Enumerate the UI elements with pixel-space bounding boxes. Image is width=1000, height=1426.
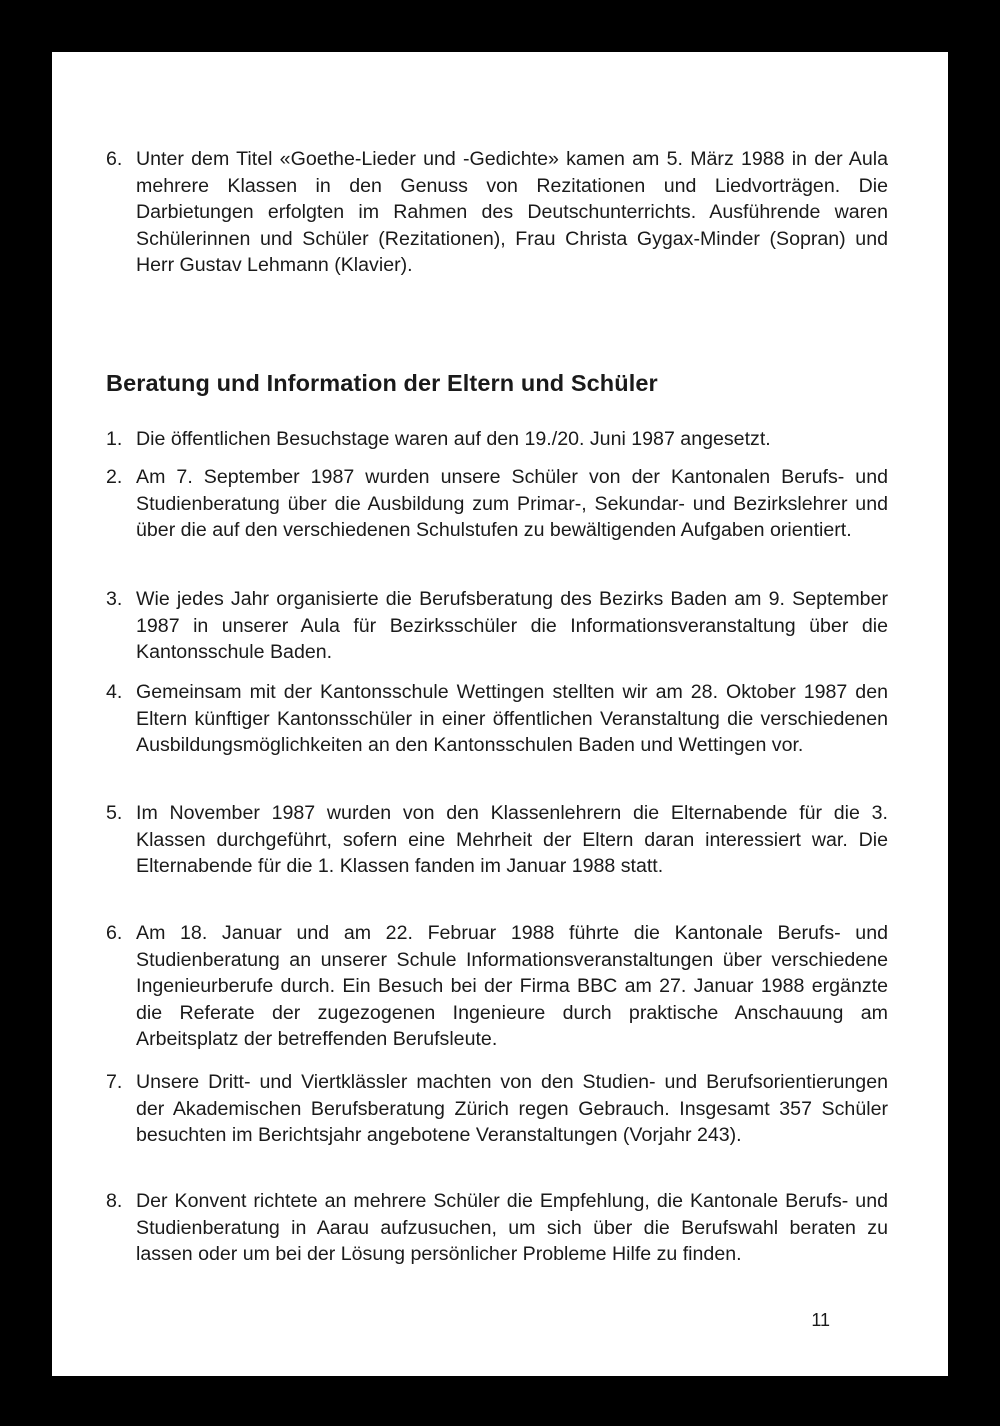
list-item-5 [106,800,888,880]
list-number: 1. [106,428,123,450]
list-item-top-6 [106,146,888,279]
list-number: 2. [106,466,123,488]
list-text: Unsere Dritt- und Viertklässler machten von den Studien- und Berufsorientierungen der Akademischen Berufsberatung Zürich regen Gebrauch. Insgesamt 357 Schüler besuchten im Berichtsjahr angebotene Veranstaltungen (Vorjahr 243). [136,1071,888,1147]
list-text: Am 7. September 1987 wurden unsere Schüler von der Kantonalen Berufs- und Studienberatung über die Ausbildung zum Primar-, Sekundar- und Bezirkslehrer und über die auf den verschiedenen Schulstufen zu bewältigenden Aufgaben orientiert. [136,466,888,542]
list-item-6 [106,920,888,1053]
list-number: 6. [106,148,123,170]
list-number: 8. [106,1190,123,1212]
list-item-7 [106,1069,888,1149]
list-item-2 [106,464,888,544]
list-text: Im November 1987 wurden von den Klassenlehrern die Elternabende für die 3. Klassen durchgeführt, sofern eine Mehrheit der Eltern daran interessiert war. Die Elternabende für die 1. Klassen fanden im Januar 1988 statt. [136,802,888,878]
page-number: 11 [811,1310,830,1330]
list-item-3 [106,586,888,666]
list-text: Wie jedes Jahr organisierte die Berufsberatung des Bezirks Baden am 9. September 1987 in unserer Aula für Bezirksschüler die Informationsveranstaltung über die Kantonsschule Baden. [136,588,888,664]
list-text: Die öffentlichen Besuchstage waren auf den 19./20. Juni 1987 angesetzt. [136,428,771,450]
document-page [52,52,948,1376]
list-number: 3. [106,588,123,610]
list-text: Der Konvent richtete an mehrere Schüler die Empfehlung, die Kantonale Berufs- und Studienberatung in Aarau aufzusuchen, um sich über die Berufswahl beraten zu lassen oder um bei der Lösung persönlicher Probleme Hilfe zu finden. [136,1190,888,1266]
list-item-8 [106,1188,888,1268]
list-number: 7. [106,1071,123,1093]
list-item-4 [106,679,888,759]
list-text: Am 18. Januar und am 22. Februar 1988 führte die Kantonale Berufs- und Studienberatung an unserer Schule Informationsveranstaltungen über verschiedene Ingenieurberufe durch. Ein Besuch bei der Firma BBC am 27. Januar 1988 ergänzte die Referate der zugezogenen Ingenieure durch praktische Anschauung am Arbeitsplatz der betreffenden Berufsleute. [136,922,888,1051]
list-number: 4. [106,681,123,703]
list-text: Unter dem Titel «Goethe-Lieder und -Gedichte» kamen am 5. März 1988 in der Aula mehrere Klassen in den Genuss von Rezitationen und Liedvorträgen. Die Darbietungen erfolgten im Rahmen des Deutschunterrichts. Ausführende waren Schülerinnen und Schüler (Rezitationen), Frau Christa Gygax-Minder (Sopran) und Herr Gustav Lehmann (Klavier). [136,148,888,277]
list-number: 6. [106,922,123,944]
list-item-1 [106,426,888,453]
list-text: Gemeinsam mit der Kantonsschule Wettingen stellten wir am 28. Oktober 1987 den Eltern künftiger Kantonsschüler in einer öffentlichen Veranstaltung die verschiedenen Ausbildungsmöglichkeiten an den Kantonsschulen Baden und Wettingen vor. [136,681,888,757]
list-number: 5. [106,802,123,824]
section-heading: Beratung und Information der Eltern und Schüler [106,370,658,396]
